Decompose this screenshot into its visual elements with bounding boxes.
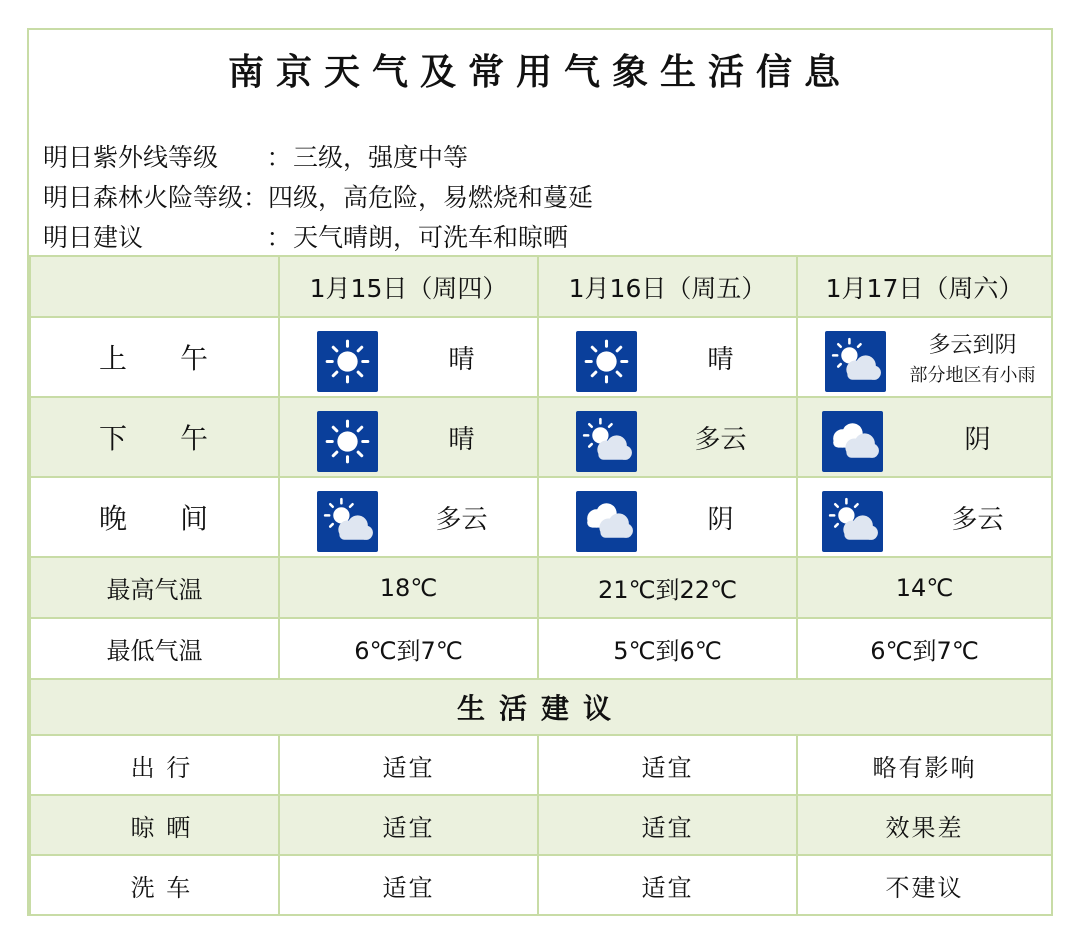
advice-label: 出 行 [30, 735, 279, 795]
weather-desc: 阴 [964, 424, 991, 455]
info-label: 明日紫外线等级 [43, 143, 219, 172]
advice-label: 晾 晒 [30, 795, 279, 855]
temp-high-row [30, 557, 1052, 618]
weather-desc: 多云 [435, 504, 488, 535]
advice-value: 略有影响 [797, 735, 1052, 795]
info-colon: ： [243, 183, 269, 212]
sun-cloud-icon [822, 491, 883, 552]
period-row-afternoon [30, 397, 1052, 477]
page-title: 南京天气及常用气象生活信息 [227, 52, 852, 93]
weather-desc: 晴 [448, 424, 475, 455]
advice-value: 不建议 [797, 855, 1052, 915]
advice-value: 适宜 [538, 735, 797, 795]
weather-cell [279, 317, 538, 397]
temp-label: 最低气温 [30, 618, 279, 679]
period-row-morning [30, 317, 1052, 397]
weather-desc: 多云到阴 [928, 333, 1017, 358]
temp-value: 18℃ [279, 557, 538, 618]
day-header: 1月15日（周四） [279, 256, 538, 317]
info-value: 四级，高危险，易燃烧和蔓延 [268, 183, 594, 212]
temp-value: 6℃到7℃ [797, 618, 1052, 679]
sun-cloud-icon [825, 331, 886, 392]
advice-value: 适宜 [279, 855, 538, 915]
info-fire [43, 178, 593, 214]
period-label: 上 午 [30, 317, 279, 397]
weather-desc: 晴 [448, 344, 475, 375]
advice-section-row [30, 679, 1052, 735]
info-value: 三级，强度中等 [293, 143, 469, 172]
info-label: 明日森林火险等级 [43, 183, 244, 212]
day-header: 1月16日（周五） [538, 256, 797, 317]
weather-desc: 多云 [951, 504, 1004, 535]
sun-icon [576, 331, 637, 392]
advice-row-carwash [30, 855, 1052, 915]
cloud-icon [576, 491, 637, 552]
temp-low-row [30, 618, 1052, 679]
period-label: 下 午 [30, 397, 279, 477]
weather-cell [538, 317, 797, 397]
advice-value: 适宜 [538, 795, 797, 855]
advice-value: 适宜 [279, 735, 538, 795]
advice-value: 效果差 [797, 795, 1052, 855]
info-advice [43, 218, 568, 254]
advice-row-drying [30, 795, 1052, 855]
temp-label: 最高气温 [30, 557, 279, 618]
info-colon: ： [266, 223, 292, 252]
info-value: 天气晴朗，可洗车和晾晒 [293, 223, 569, 252]
info-uv [43, 138, 468, 174]
forecast-table [29, 255, 1053, 916]
weather-cell [279, 477, 538, 557]
advice-value: 适宜 [279, 795, 538, 855]
header-corner [30, 256, 279, 317]
info-label: 明日建议 [43, 223, 144, 252]
weather-desc: 多云 [694, 424, 747, 455]
cloud-icon [822, 411, 883, 472]
advice-label: 洗 车 [30, 855, 279, 915]
weather-cell [797, 317, 1052, 397]
weather-cell [538, 397, 797, 477]
sun-icon [317, 411, 378, 472]
day-header: 1月17日（周六） [797, 256, 1052, 317]
temp-value: 14℃ [797, 557, 1052, 618]
advice-section-title: 生活建议 [30, 679, 1052, 735]
weather-cell [797, 397, 1052, 477]
sun-icon [317, 331, 378, 392]
period-row-evening [30, 477, 1052, 557]
sun-cloud-icon [317, 491, 378, 552]
info-colon: ： [266, 143, 292, 172]
weather-cell [538, 477, 797, 557]
advice-row-travel [30, 735, 1052, 795]
temp-value: 6℃到7℃ [279, 618, 538, 679]
advice-value: 适宜 [538, 855, 797, 915]
sun-cloud-icon [576, 411, 637, 472]
weather-desc: 晴 [707, 344, 734, 375]
temp-value: 21℃到22℃ [538, 557, 797, 618]
weather-card [27, 28, 1053, 916]
weather-desc: 阴 [707, 504, 734, 535]
weather-cell [797, 477, 1052, 557]
header-row [30, 256, 1052, 317]
weather-cell [279, 397, 538, 477]
temp-value: 5℃到6℃ [538, 618, 797, 679]
weather-subdesc: 部分地区有小雨 [909, 365, 1036, 386]
period-label: 晚 间 [30, 477, 279, 557]
